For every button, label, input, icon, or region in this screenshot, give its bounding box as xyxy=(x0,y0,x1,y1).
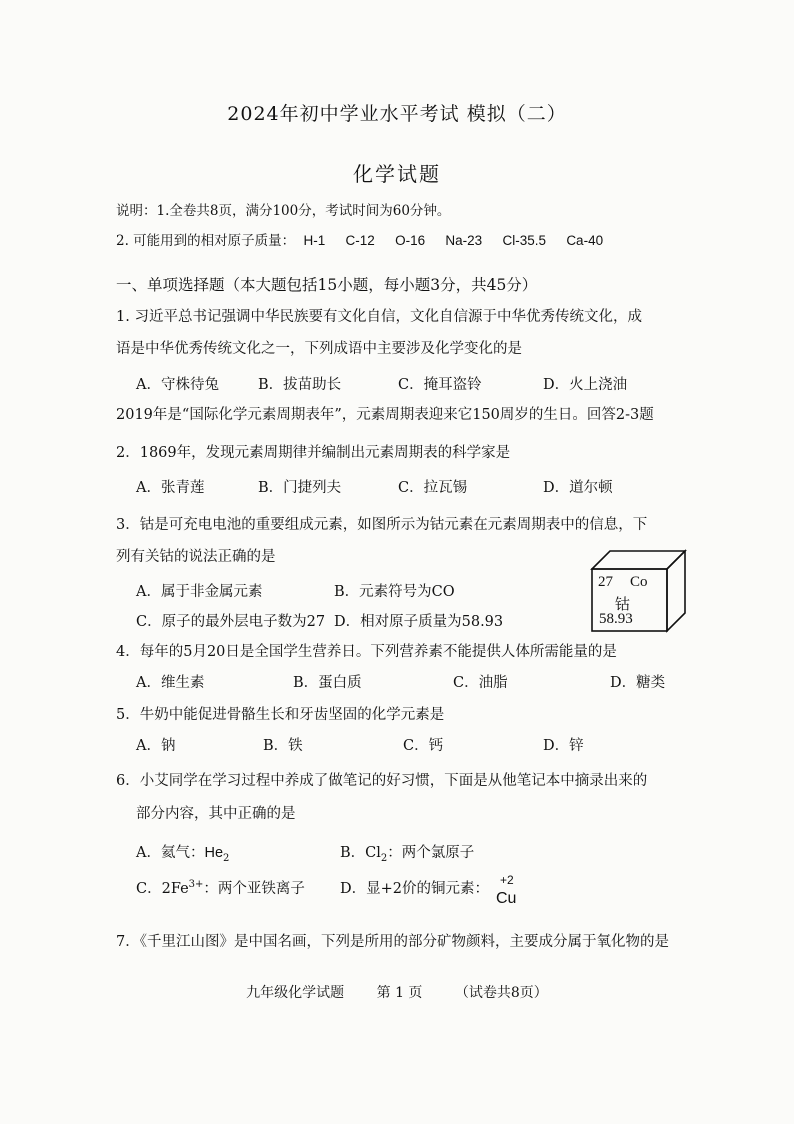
atomic-mass-na: Na-23 xyxy=(445,233,483,248)
element-symbol: Co xyxy=(630,574,648,590)
q6-option-b-subscript: 2 xyxy=(380,852,388,864)
q5-option-c: C．钙 xyxy=(403,738,444,754)
section-1-heading: 一、单项选择题（本大题包括15小题，每小题3分，共45分） xyxy=(116,276,538,294)
q3-option-d: D．相对原子质量为58.93 xyxy=(334,614,504,630)
q6-option-d-symbol: Cu xyxy=(496,890,517,907)
q4-option-c: C．油脂 xyxy=(453,675,508,691)
q3-stem-line-1: 3．钴是可充电电池的重要组成元素，如图所示为钴元素在元素周期表中的信息，下 xyxy=(116,517,648,533)
q2-option-b: B．门捷列夫 xyxy=(258,480,342,496)
q2-option-c: C．拉瓦锡 xyxy=(398,480,468,496)
q6-option-b-prefix: B．Cl xyxy=(340,845,381,861)
q4-option-a: A．维生素 xyxy=(136,675,205,691)
atomic-mass-h: H-1 xyxy=(303,233,326,248)
page-footer xyxy=(0,982,794,1002)
q2-option-d: D．道尔顿 xyxy=(543,480,613,496)
exam-title: 2024年初中学业水平考试 模拟（二） xyxy=(227,103,567,125)
q4-stem: 4．每年的5月20日是全国学生营养日。下列营养素不能提供人体所需能量的是 xyxy=(116,644,617,660)
q6-option-a-prefix: A．氦气： xyxy=(136,845,205,861)
q6-option-b xyxy=(340,841,474,864)
q2-option-a: A．张青莲 xyxy=(136,480,205,496)
q6-option-d-charge: +2 xyxy=(500,873,514,887)
q6-option-a-subscript: 2 xyxy=(223,852,230,864)
q3-stem-line-2: 列有关钴的说法正确的是 xyxy=(116,549,276,565)
exam-subtitle: 化学试题 xyxy=(353,162,441,186)
q4-option-b: B．蛋白质 xyxy=(293,675,362,691)
note-line-1: 说明：1.全卷共8页，满分100分，考试时间为60分钟。 xyxy=(116,203,451,219)
q6-option-b-suffix: ：两个氯原子 xyxy=(387,845,475,861)
q1-option-c: C．掩耳盗铃 xyxy=(398,377,482,393)
q2-stem: 2．1869年，发现元素周期律并编制出元素周期表的科学家是 xyxy=(116,445,511,461)
q3-option-b: B．元素符号为CO xyxy=(334,584,455,600)
q1-option-a: A．守株待兔 xyxy=(136,377,219,393)
cobalt-element-tile xyxy=(589,547,687,633)
q6-option-c-suffix: ：两个亚铁离子 xyxy=(203,881,305,897)
atomic-mass-ca: Ca-40 xyxy=(566,233,604,248)
q6-stem-line-1: 6．小艾同学在学习过程中养成了做笔记的好习惯，下面是从他笔记本中摘录出来的 xyxy=(116,773,648,789)
intro-q2-q3: 2019年是“国际化学元素周期表年”，元素周期表迎来它150周岁的生日。回答2-3题 xyxy=(116,407,654,423)
footer-subject: 九年级化学试题 xyxy=(246,985,345,1001)
q3-option-a: A．属于非金属元素 xyxy=(136,584,263,600)
q1-stem-line-2: 语是中华优秀传统文化之一，下列成语中主要涉及化学变化的是 xyxy=(116,341,522,357)
q6-option-c-prefix: C．2Fe xyxy=(136,881,189,897)
q5-stem: 5．牛奶中能促进骨骼生长和牙齿坚固的化学元素是 xyxy=(116,707,445,723)
q1-option-d: D．火上浇油 xyxy=(543,377,628,393)
q6-option-c xyxy=(136,877,305,898)
note-line-2 xyxy=(116,229,619,249)
element-atomic-number: 27 xyxy=(598,574,613,590)
note-line-2-prefix: 2. 可能用到的相对原子质量： xyxy=(116,233,296,249)
q5-option-a: A．钠 xyxy=(136,738,176,754)
footer-page-number: 第 1 页 xyxy=(376,985,423,1001)
q3-option-c: C．原子的最外层电子数为27 xyxy=(136,614,326,630)
q6-option-c-superscript: 3+ xyxy=(188,879,204,891)
q1-stem-line-1: 1. 习近平总书记强调中华民族要有文化自信，文化自信源于中华优秀传统文化，成 xyxy=(116,309,642,325)
q5-option-d: D．锌 xyxy=(543,738,584,754)
q6-option-a xyxy=(136,841,229,864)
q5-option-b: B．铁 xyxy=(263,738,303,754)
q6-option-a-formula: He xyxy=(204,845,224,861)
atomic-mass-o: O-16 xyxy=(395,233,426,248)
atomic-mass-c: C-12 xyxy=(345,233,375,248)
element-atomic-mass: 58.93 xyxy=(599,611,633,627)
q6-option-d: D．显+2价的铜元素： xyxy=(340,881,489,897)
element-name: 钴 xyxy=(615,595,631,613)
q6-stem-line-2: 部分内容，其中正确的是 xyxy=(136,806,296,822)
atomic-mass-cl: Cl-35.5 xyxy=(502,233,547,248)
q4-option-d: D．糖类 xyxy=(610,675,666,691)
q7-stem: 7．《千里江山图》是中国名画，下列是所用的部分矿物颜料，主要成分属于氧化物的是 xyxy=(116,934,669,950)
footer-total-pages: （试卷共8页） xyxy=(454,985,548,1001)
q1-option-b: B．拔苗助长 xyxy=(258,377,342,393)
